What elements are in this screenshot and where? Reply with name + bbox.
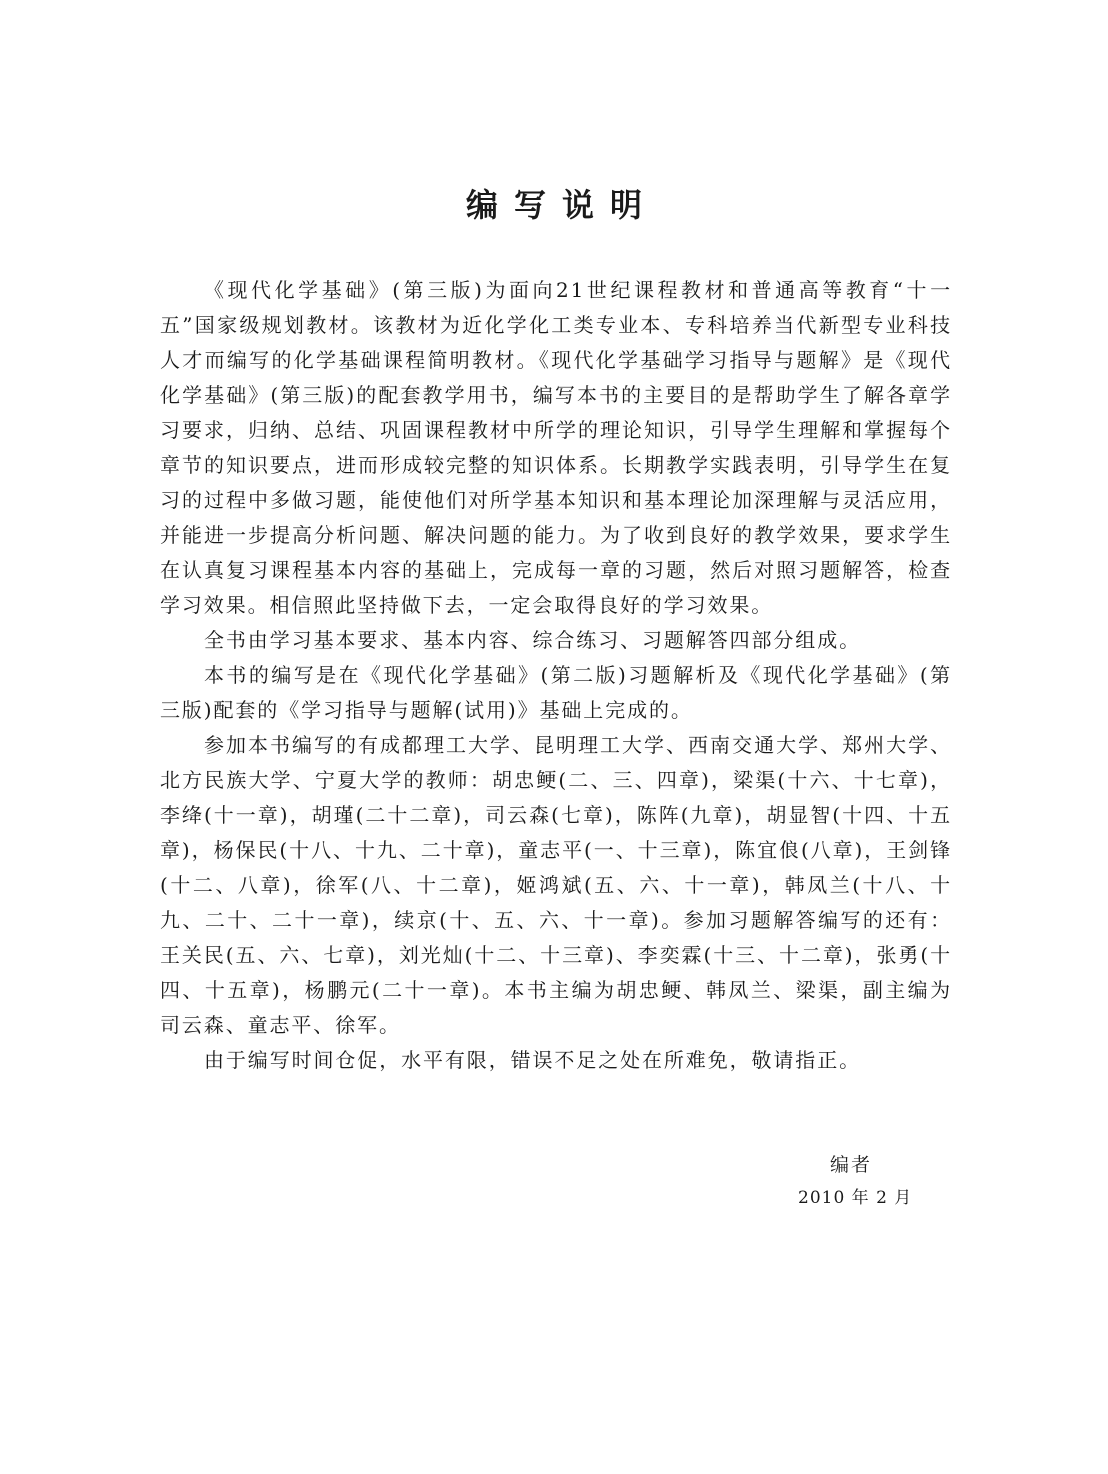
paragraph-closing: 由于编写时间仓促，水平有限，错误不足之处在所难免，敬请指正。: [204, 1048, 861, 1072]
document-body: [160, 273, 952, 1078]
paragraph-structure: 全书由学习基本要求、基本内容、综合练习、习题解答四部分组成。: [204, 628, 861, 652]
paragraph-intro: 《现代化学基础》(第三版)为面向21世纪课程教材和普通高等教育“十一五”国家级规划教材。该教材为近化学化工类专业本、专科培养当代新型专业科技人才而编写的化学基础课程简明教材。《现代化学基础学习指导与题解》是《现代化学基础》(第三版)的配套教学用书，编写本书的主要目的是帮助学生了解各章学习要求，归纳、总结、巩固课程教材中所学的理论知识，引导学生理解和掌握每个章节的知识要点，进而形成较完整的知识体系。长期教学实践表明，引导学生在复习的过程中多做习题，能使他们对所学基本知识和基本理论加深理解与灵活应用，并能进一步提高分析问题、解决问题的能力。为了收到良好的教学效果，要求学生在认真复习课程基本内容的基础上，完成每一章的习题，然后对照习题解答，检查学习效果。相信照此坚持做下去，一定会取得良好的学习效果。: [160, 278, 952, 617]
paragraph-basis: 本书的编写是在《现代化学基础》(第二版)习题解析及《现代化学基础》(第三版)配套的《学习指导与题解(试用)》基础上完成的。: [160, 663, 952, 722]
date: 2010 年 2 月: [798, 1188, 913, 1208]
paragraph-authors: 参加本书编写的有成都理工大学、昆明理工大学、西南交通大学、郑州大学、北方民族大学、宁夏大学的教师：胡忠鲠(二、三、四章)，梁渠(十六、十七章)，李绛(十一章)，胡瑾(二十二章)，司云森(七章)，陈阵(九章)，胡显智(十四、十五章)，杨保民(十八、十九、二十章)，童志平(一、十三章)，陈宜俍(八章)，王剑锋(十二、八章)，徐军(八、十二章)，姬鸿斌(五、六、十一章)，韩凤兰(十八、十九、二十、二十一章)，续京(十、五、六、十一章)。参加习题解答编写的还有：王关民(五、六、七章)，刘光灿(十二、十三章)、李奕霖(十三、十二章)，张勇(十四、十五章)，杨鹏元(二十一章)。本书主编为胡忠鲠、韩凤兰、梁渠，副主编为司云森、童志平、徐军。: [160, 733, 952, 1037]
page-title: 编写说明: [465, 186, 658, 224]
signature: 编者: [830, 1154, 873, 1176]
